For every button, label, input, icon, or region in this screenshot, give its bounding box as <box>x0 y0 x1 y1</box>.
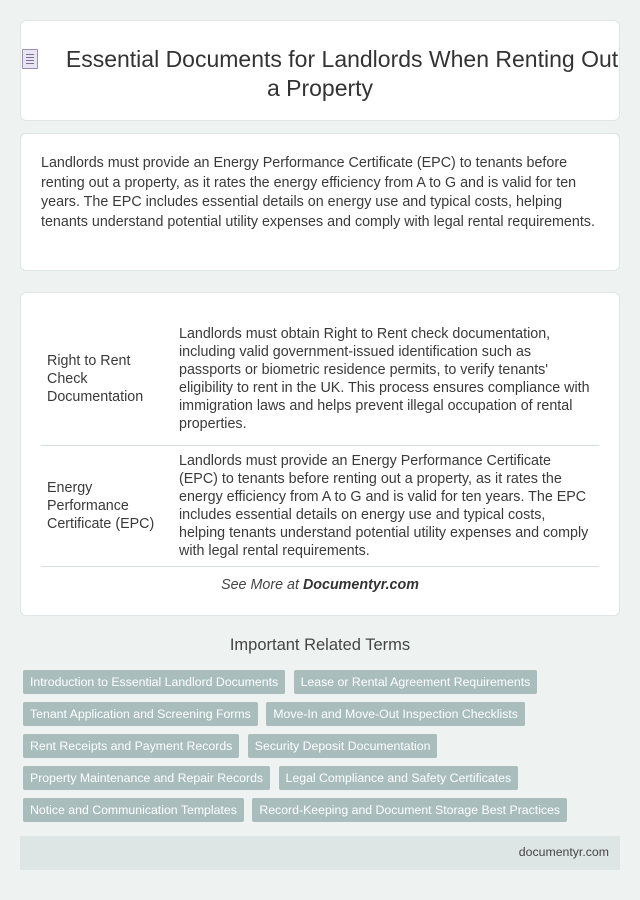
related-term-tag[interactable]: Tenant Application and Screening Forms <box>23 702 258 726</box>
related-terms-list <box>23 670 623 830</box>
related-term-tag[interactable]: Record-Keeping and Document Storage Best Practices <box>252 798 567 822</box>
intro-paragraph: Landlords must provide an Energy Performance Certificate (EPC) to tenants before renting out a property, as it rates the energy efficiency from A to G and is valid for ten years. The EPC includes essential details on energy use and typical costs, helping tenants understand potential utility expenses and comply with legal rental requirements. <box>41 155 595 230</box>
table-row <box>41 446 599 567</box>
see-more-site[interactable]: Documentyr.com <box>302 577 419 593</box>
page-title-text: Essential Documents for Landlords When Renting Out a Property <box>65 46 619 101</box>
related-term-tag[interactable]: Rent Receipts and Payment Records <box>23 734 239 758</box>
table-description: Landlords must obtain Right to Rent check documentation, including valid government-issued identification such as passports or biometric residence permits, to verify tenants' eligibility to rent in the UK. This process ensures compliance with immigration laws and helps prevent illegal occupation of rental properties. <box>173 313 599 446</box>
related-term-tag[interactable]: Lease or Rental Agreement Requirements <box>294 670 538 694</box>
documents-table <box>41 313 599 567</box>
see-more-link[interactable] <box>21 577 619 593</box>
footer-site[interactable]: documentyr.com <box>518 845 609 859</box>
document-icon <box>22 49 38 69</box>
page-title <box>21 45 619 103</box>
related-term-tag[interactable]: Introduction to Essential Landlord Documents <box>23 670 285 694</box>
table-term: Right to Rent Check Documentation <box>41 313 173 446</box>
see-more-prefix: See More at <box>221 577 299 593</box>
documents-table-card <box>20 292 620 616</box>
related-term-tag[interactable]: Security Deposit Documentation <box>248 734 438 758</box>
related-term-tag[interactable]: Legal Compliance and Safety Certificates <box>279 766 519 790</box>
table-term: Energy Performance Certificate (EPC) <box>41 446 173 567</box>
related-term-tag[interactable]: Property Maintenance and Repair Records <box>23 766 270 790</box>
intro-card <box>20 133 620 271</box>
footer-bar <box>20 836 620 870</box>
title-card <box>20 20 620 121</box>
table-row <box>41 313 599 446</box>
related-terms-title: Important Related Terms <box>229 636 411 654</box>
related-term-tag[interactable]: Move-In and Move-Out Inspection Checklists <box>266 702 525 726</box>
related-term-tag[interactable]: Notice and Communication Templates <box>23 798 244 822</box>
table-description: Landlords must provide an Energy Performance Certificate (EPC) to tenants before renting out a property, as it rates the energy efficiency from A to G and is valid for ten years. The EPC includes essential details on energy use and typical costs, helping tenants understand potential utility expenses and comply with legal rental requirements. <box>173 446 599 567</box>
